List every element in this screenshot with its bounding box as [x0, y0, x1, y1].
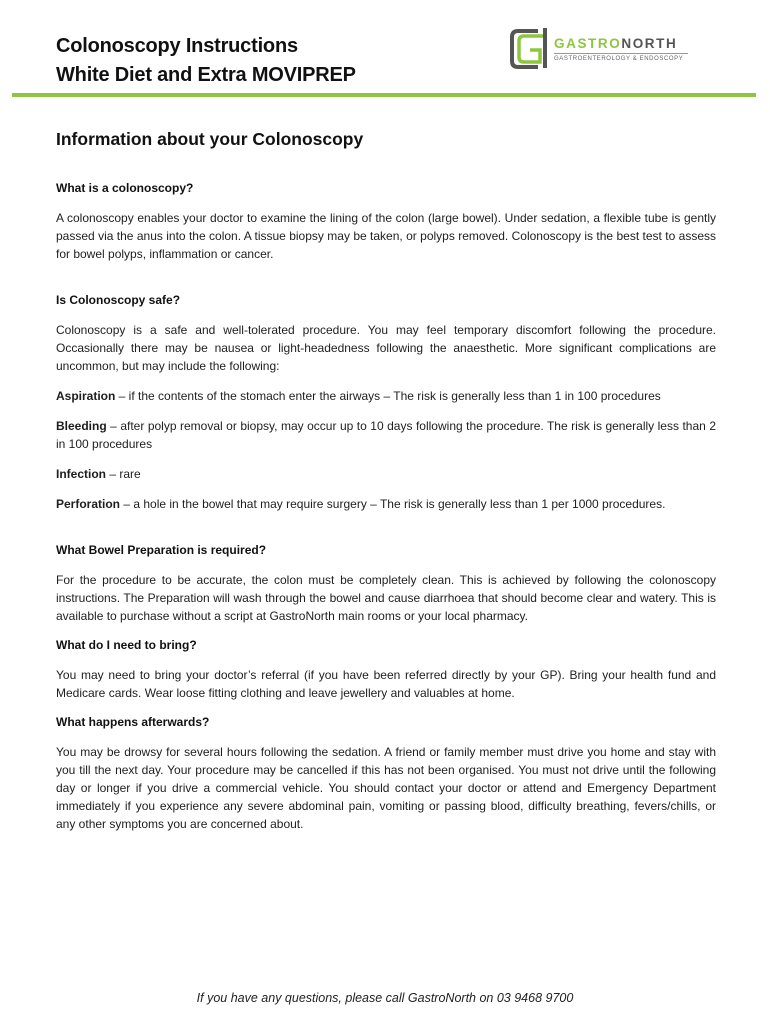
- section-body-after: You may be drowsy for several hours following the sedation. A friend or family member must drive you home and stay with you till the next day. Your procedure may be cancelled if this has not been organised. You must not drive until the following day or longer if you drive a commercial vehicle. You should contact your doctor or attend and Emergency Department immediately if you experience any severe abdominal pain, vomiting or passing blood, difficulty breathing, fevers/chills, or any other symptoms you are concerned about.: [56, 745, 716, 831]
- section-body-prep: For the procedure to be accurate, the colon must be completely clean. This is achieved by following the colonoscopy instructions. The Preparation will wash through the bowel and cause diarrhoea that should become clear and watery. This is available to purchase without a script at GastroNorth main rooms or your local pharmacy.: [56, 573, 716, 623]
- section-heading-after: What happens afterwards?: [56, 715, 210, 729]
- header-divider: [12, 93, 756, 97]
- section-body-what-is: A colonoscopy enables your doctor to examine the lining of the colon (large bowel). Under sedation, a flexible tube is gently passed via the anus into the colon. A tissue biopsy may be taken, or polyps removed. Colonoscopy is the best test to assess for bowel polyps, inflammation or cancer.: [56, 211, 716, 261]
- logo-g-icon: [508, 26, 550, 72]
- main-heading: Information about your Colonoscopy: [56, 129, 364, 149]
- main-content: [56, 127, 716, 845]
- logo-text: [554, 36, 688, 62]
- risk-text: – if the contents of the stomach enter the airways – The risk is generally less than 1 in 100 procedures: [115, 389, 661, 403]
- logo-name-gastro: GASTRO: [554, 36, 622, 51]
- risk-text: – a hole in the bowel that may require surgery – The risk is generally less than 1 per 1000 procedures.: [120, 497, 666, 511]
- section-heading-prep: What Bowel Preparation is required?: [56, 543, 267, 557]
- logo-subtitle: GASTROENTEROLOGY & ENDOSCOPY: [554, 53, 688, 62]
- risk-item-bleeding: [56, 417, 716, 453]
- section-heading-safe: Is Colonoscopy safe?: [56, 293, 181, 307]
- risk-item-aspiration: [56, 387, 716, 405]
- document-title-line-2: White Diet and Extra MOVIPREP: [56, 64, 356, 86]
- gastronorth-logo: [508, 26, 708, 74]
- section-body-bring: You may need to bring your doctor’s referral (if you have been referred directly by your GP). Bring your health fund and Medicare cards. Wear loose fitting clothing and leave jewellery and valuables at home.: [56, 668, 716, 700]
- risk-item-infection: [56, 465, 716, 483]
- risk-item-perforation: [56, 495, 716, 513]
- risk-term: Bleeding: [56, 419, 107, 433]
- risk-term: Infection: [56, 467, 106, 481]
- document-title-line-1: Colonoscopy Instructions: [56, 35, 298, 57]
- logo-name-north: NORTH: [621, 36, 678, 51]
- risk-term: Perforation: [56, 497, 121, 511]
- section-heading-what-is: What is a colonoscopy?: [56, 181, 194, 195]
- section-body-safe: Colonoscopy is a safe and well-tolerated procedure. You may feel temporary discomfort following the procedure. Occasionally there may be nausea or light-headedness following the anaesthetic. More significant complications are uncommon, but may include the following:: [56, 323, 716, 373]
- document-header: [56, 32, 356, 90]
- section-heading-bring: What do I need to bring?: [56, 638, 197, 652]
- logo-name: [554, 36, 688, 52]
- risk-text: – rare: [106, 467, 141, 481]
- footer-contact: If you have any questions, please call GastroNorth on 03 9468 9700: [196, 991, 574, 1005]
- risk-text: – after polyp removal or biopsy, may occur up to 10 days following the procedure. The risk is generally less than 2 in 100 procedures: [56, 419, 716, 451]
- risk-term: Aspiration: [56, 389, 116, 403]
